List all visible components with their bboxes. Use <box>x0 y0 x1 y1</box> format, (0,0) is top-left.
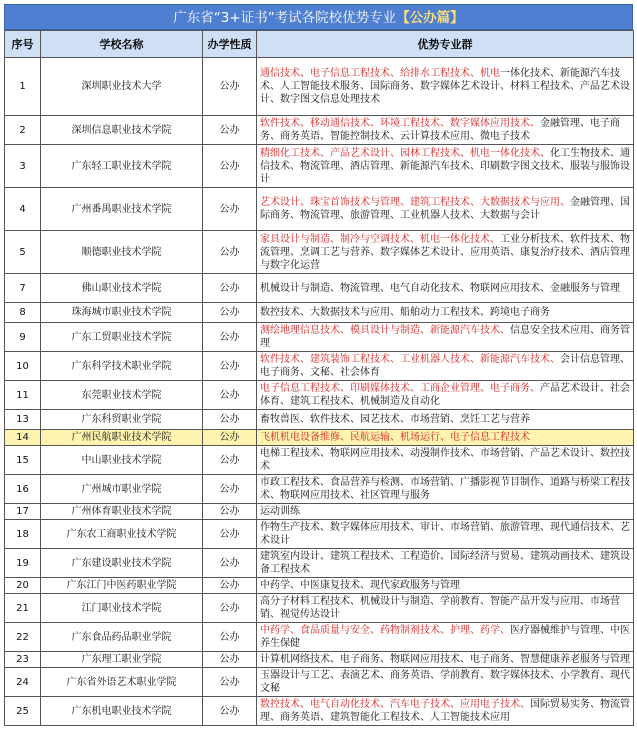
majors-cell <box>257 145 634 188</box>
featured-majors: 测绘地理信息技术、模具设计与制造、新能源汽车技术、 <box>260 325 510 336</box>
school-nature: 公办 <box>203 116 257 145</box>
majors-cell <box>257 58 634 116</box>
other-majors: 医疗器械维护与管理、中医养生保健 <box>260 625 630 649</box>
table-row <box>5 520 634 549</box>
row-number: 13 <box>5 410 41 430</box>
page-title <box>4 4 633 30</box>
school-nature: 公办 <box>203 381 257 410</box>
table-row <box>5 594 634 623</box>
row-number: 23 <box>5 652 41 668</box>
table-row <box>5 145 634 188</box>
school-nature: 公办 <box>203 549 257 578</box>
school-name: 东莞职业技术学院 <box>41 381 203 410</box>
school-name: 广东科学技术职业学院 <box>41 352 203 381</box>
table-row <box>5 323 634 352</box>
school-name: 广东科贸职业学院 <box>41 410 203 430</box>
other-majors: 作物生产技术、数字媒体应用技术、审计、市场营销、旅游管理、现代通信技术、艺术设计 <box>260 522 630 546</box>
school-name: 广州民航职业技术学院 <box>41 430 203 446</box>
other-majors: 会计信息管理、电子商务、文秘、社会体育 <box>260 354 630 378</box>
row-number: 21 <box>5 594 41 623</box>
featured-majors: 精细化工技术、产品艺术设计、园林工程技术、机电一体化技术、 <box>260 147 550 159</box>
table-row <box>5 303 634 323</box>
majors-cell <box>257 410 634 430</box>
table-row <box>5 446 634 475</box>
other-majors: 市政工程技术、食品营养与检测、市场营销、广播影视节目制作、道路与桥梁工程技术、物联网应用技术、社区管理与服务 <box>260 477 630 501</box>
school-name: 广东农工商职业技术学院 <box>41 520 203 549</box>
other-majors: 高分子材料工程技术、机械设计与制造、学前教育、智能产品开发与应用、市场营销、视觉传达设计 <box>260 596 620 620</box>
row-number: 8 <box>5 303 41 323</box>
other-majors: 玉器设计与工艺、表演艺术、商务英语、学前教育、数字媒体技术、小学教育、现代文秘 <box>260 670 630 694</box>
majors-cell <box>257 594 634 623</box>
school-name: 广东食品药品职业学院 <box>41 623 203 652</box>
majors-cell <box>257 446 634 475</box>
row-number: 10 <box>5 352 41 381</box>
row-number: 7 <box>5 274 41 303</box>
school-name: 佛山职业技术学院 <box>41 274 203 303</box>
school-nature: 公办 <box>203 697 257 726</box>
row-number: 14 <box>5 430 41 446</box>
featured-majors: 家具设计与制造、制冷与空调技术、机电一体化技术、 <box>260 233 500 245</box>
featured-majors: 飞机机电设备维修、民航运输、机场运行、电子信息工程技术 <box>260 432 530 443</box>
header-no: 序号 <box>5 31 41 58</box>
school-name: 深圳职业技术大学 <box>41 58 203 116</box>
school-name: 广州番禺职业技术学院 <box>41 188 203 231</box>
page <box>4 4 633 726</box>
table-row <box>5 549 634 578</box>
table-row <box>5 578 634 594</box>
table-row <box>5 504 634 520</box>
other-majors: 国际贸易实务、物流管理、商务英语、建筑智能化工程技术、人工智能技术应用 <box>260 699 630 723</box>
majors-cell <box>257 623 634 652</box>
row-number: 5 <box>5 231 41 274</box>
other-majors: 畜牧兽医、软件技术、园艺技术、市场营销、烹饪工艺与营养 <box>260 414 530 425</box>
table-row <box>5 188 634 231</box>
other-majors: 中药学、中医康复技术、现代家政服务与管理 <box>260 580 460 591</box>
majors-cell <box>257 231 634 274</box>
other-majors: 金融管理、国际商务、物流管理、旅游管理、工业机器人技术、大数据与会计 <box>260 197 630 221</box>
school-name: 珠海城市职业技术学院 <box>41 303 203 323</box>
majors-cell <box>257 116 634 145</box>
school-name: 江门职业技术学院 <box>41 594 203 623</box>
row-number: 3 <box>5 145 41 188</box>
school-name: 广东建设职业技术学院 <box>41 549 203 578</box>
school-nature: 公办 <box>203 188 257 231</box>
header-school: 学校名称 <box>41 31 203 58</box>
majors-cell <box>257 549 634 578</box>
featured-majors: 数控技术、电气自动化技术、汽车电子技术、应用电子技术、 <box>260 699 530 710</box>
school-nature: 公办 <box>203 578 257 594</box>
majors-cell <box>257 668 634 697</box>
other-majors: 工业分析技术、软件技术、物流管理、烹调工艺与营养、数字媒体艺术设计、应用英语、康复治疗技术、酒店管理与数字化运营 <box>260 233 630 271</box>
row-number: 11 <box>5 381 41 410</box>
school-nature: 公办 <box>203 323 257 352</box>
school-name: 中山职业技术学院 <box>41 446 203 475</box>
row-number: 19 <box>5 549 41 578</box>
featured-majors: 软件技术、建筑装饰工程技术、工业机器人技术、新能源汽车技术、 <box>260 354 560 365</box>
school-name: 广东机电职业技术学院 <box>41 697 203 726</box>
row-number: 16 <box>5 475 41 504</box>
majors-cell <box>257 303 634 323</box>
other-majors: 电梯工程技术、物联网应用技术、动漫制作技术、市场营销、产品艺术设计、数控技术 <box>260 448 630 472</box>
school-nature: 公办 <box>203 303 257 323</box>
majors-cell <box>257 578 634 594</box>
row-number: 24 <box>5 668 41 697</box>
row-number: 22 <box>5 623 41 652</box>
school-name: 广东省外语艺术职业学院 <box>41 668 203 697</box>
table-row <box>5 58 634 116</box>
featured-majors: 电子信息工程技术、印刷媒体技术、工商企业管理、电子商务、 <box>260 383 540 394</box>
majors-cell <box>257 381 634 410</box>
majors-table <box>4 30 634 726</box>
row-number: 4 <box>5 188 41 231</box>
school-name: 顺德职业技术学院 <box>41 231 203 274</box>
school-nature: 公办 <box>203 352 257 381</box>
majors-cell <box>257 520 634 549</box>
row-number: 15 <box>5 446 41 475</box>
table-row <box>5 652 634 668</box>
row-number: 17 <box>5 504 41 520</box>
other-majors: 数控技术、大数据技术与应用、船舶动力工程技术、跨境电子商务 <box>260 307 550 318</box>
other-majors: 计算机网络技术、电子商务、物联网应用技术、电子商务、智慧健康养老服务与管理 <box>260 654 630 665</box>
title-tag: 【公办篇】 <box>396 10 464 26</box>
other-majors: 化工生物技术、通信技术、物流管理、酒店管理、新能源汽车技术、印刷数字图文技术、服装与服饰设计 <box>260 147 630 185</box>
table-row <box>5 352 634 381</box>
other-majors: 金融管理、电子商务、商务英语、智能控制技术、云计算技术应用、微电子技术 <box>260 118 620 142</box>
majors-cell <box>257 697 634 726</box>
table-row <box>5 697 634 726</box>
table-row <box>5 430 634 446</box>
table-row <box>5 623 634 652</box>
table-row <box>5 231 634 274</box>
featured-majors: 中药学、食品质量与安全、药物制剂技术、护理、药学、 <box>260 625 510 636</box>
majors-cell <box>257 504 634 520</box>
row-number: 1 <box>5 58 41 116</box>
majors-cell <box>257 652 634 668</box>
school-name: 广东轻工职业技术学院 <box>41 145 203 188</box>
other-majors: 一体化技术、新能源汽车技术、人工智能技术服务、国际商务、数字媒体艺术设计、材料工程技术、产品艺术设计、数字图文信息处理技术 <box>260 68 630 105</box>
majors-cell <box>257 352 634 381</box>
school-nature: 公办 <box>203 652 257 668</box>
other-majors: 运动训练 <box>260 506 300 517</box>
school-nature: 公办 <box>203 668 257 697</box>
other-majors: 建筑室内设计、建筑工程技术、工程造价、国际经济与贸易、建筑动画技术、建筑设备工程技术 <box>260 551 630 575</box>
school-nature: 公办 <box>203 520 257 549</box>
featured-majors: 通信技术、电子信息工程技术、给排水工程技术、机电 <box>260 68 500 79</box>
other-majors: 产品艺术设计、社会体育、建筑工程技术、机械制造及自动化 <box>260 383 630 407</box>
row-number: 25 <box>5 697 41 726</box>
row-number: 9 <box>5 323 41 352</box>
featured-majors: 软件技术、移动通信技术、环境工程技术、数字媒体应用技术、 <box>260 118 540 129</box>
row-number: 20 <box>5 578 41 594</box>
table-row <box>5 668 634 697</box>
school-nature: 公办 <box>203 475 257 504</box>
school-name: 广州城市职业学院 <box>41 475 203 504</box>
majors-cell <box>257 274 634 303</box>
school-nature: 公办 <box>203 446 257 475</box>
majors-cell <box>257 323 634 352</box>
table-row <box>5 116 634 145</box>
table-row <box>5 274 634 303</box>
row-number: 18 <box>5 520 41 549</box>
featured-majors: 艺术设计、珠宝首饰技术与管理、建筑工程技术、大数据技术与应用、 <box>260 197 570 208</box>
majors-cell <box>257 430 634 446</box>
title-main: 广东省“3+证书”考试各院校优势专业 <box>173 10 397 26</box>
table-row <box>5 410 634 430</box>
school-name: 广东工贸职业技术学院 <box>41 323 203 352</box>
table-row <box>5 475 634 504</box>
school-nature: 公办 <box>203 410 257 430</box>
school-nature: 公办 <box>203 58 257 116</box>
other-majors: 信息安全技术应用、商务管理 <box>260 325 630 349</box>
school-name: 广州体育职业技术学院 <box>41 504 203 520</box>
school-nature: 公办 <box>203 594 257 623</box>
school-nature: 公办 <box>203 504 257 520</box>
row-number: 2 <box>5 116 41 145</box>
school-nature: 公办 <box>203 274 257 303</box>
school-nature: 公办 <box>203 145 257 188</box>
majors-cell <box>257 475 634 504</box>
table-row <box>5 381 634 410</box>
school-nature: 公办 <box>203 623 257 652</box>
header-majors: 优势专业群 <box>257 31 634 58</box>
table-header-row <box>5 31 634 58</box>
majors-cell <box>257 188 634 231</box>
school-nature: 公办 <box>203 231 257 274</box>
other-majors: 机械设计与制造、物流管理、电气自动化技术、物联网应用技术、金融服务与管理 <box>260 282 620 294</box>
header-nature: 办学性质 <box>203 31 257 58</box>
school-name: 广东江门中医药职业学院 <box>41 578 203 594</box>
school-name: 广东理工职业学院 <box>41 652 203 668</box>
school-name: 深圳信息职业技术学院 <box>41 116 203 145</box>
school-nature: 公办 <box>203 430 257 446</box>
